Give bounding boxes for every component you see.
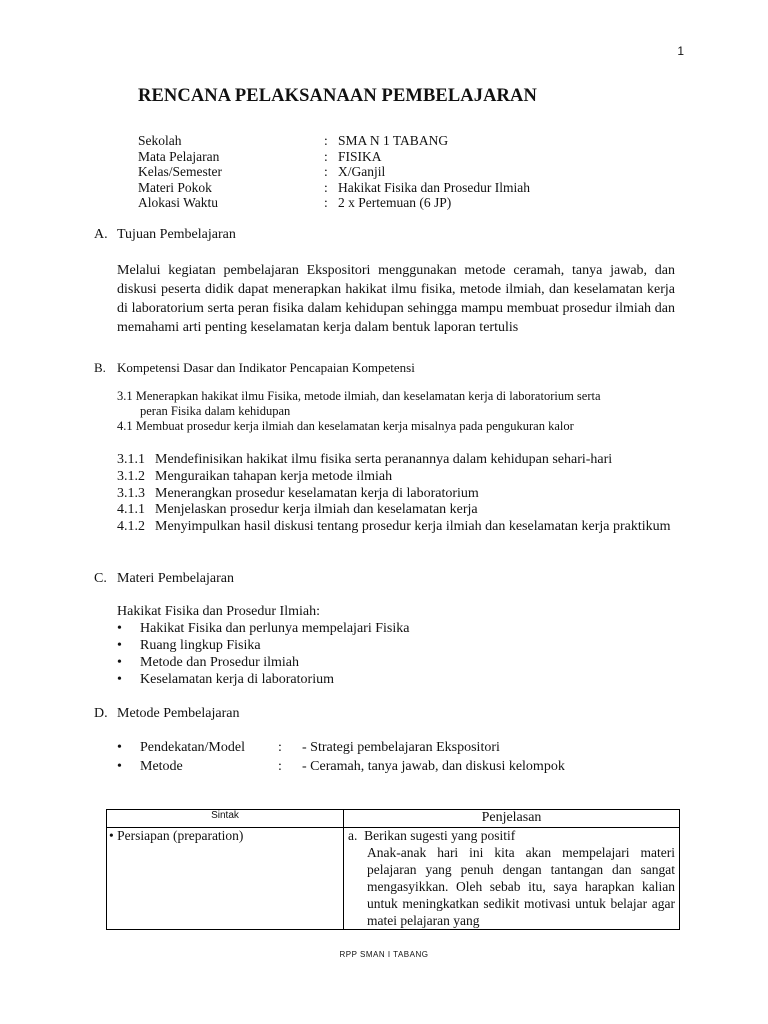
info-row bbox=[138, 133, 638, 149]
indicator-number: 3.1.1 bbox=[117, 452, 145, 467]
info-colon: : bbox=[324, 179, 328, 195]
kd-number: 4.1 bbox=[117, 419, 133, 433]
method-item: • Pendekatan/Model : - Strategi pembelajaran Ekspositori bbox=[117, 740, 500, 755]
section-title: Tujuan Pembelajaran bbox=[117, 227, 236, 242]
indicator-item bbox=[117, 502, 677, 519]
info-colon: : bbox=[324, 195, 328, 210]
info-label: Materi Pokok bbox=[138, 179, 212, 195]
indicator-item bbox=[117, 469, 677, 486]
info-row bbox=[138, 195, 638, 211]
section-title: Metode Pembelajaran bbox=[117, 706, 240, 721]
indicator-item bbox=[117, 486, 677, 503]
info-colon: : bbox=[324, 164, 328, 179]
method-label: Metode bbox=[140, 759, 183, 774]
info-value: X/Ganjil bbox=[338, 164, 386, 179]
indicator-number: 3.1.2 bbox=[117, 468, 145, 484]
kd-list bbox=[117, 389, 677, 434]
info-label: Kelas/Semester bbox=[138, 164, 222, 179]
method-value: - Ceramah, tanya jawab, dan diskusi kelompok bbox=[302, 759, 565, 774]
materials-bullet: • Ruang lingkup Fisika bbox=[117, 637, 409, 654]
materials-bullet: • Keselamatan kerja di laboratorium bbox=[117, 671, 409, 688]
info-value: 2 x Pertemuan (6 JP) bbox=[338, 195, 452, 210]
info-colon: : bbox=[324, 148, 328, 164]
sintak-text: Persiapan (preparation) bbox=[117, 828, 244, 843]
indicator-number: 4.1.1 bbox=[117, 502, 145, 518]
method-colon: : bbox=[278, 740, 282, 755]
page-footer: RPP SMAN I TABANG bbox=[339, 950, 429, 959]
table-row bbox=[107, 828, 680, 930]
sintak-cell: • Persiapan (preparation) bbox=[107, 828, 344, 930]
kd-text: Menerapkan hakikat ilmu Fisika, metode ilmiah, dan keselamatan kerja di laboratorium serta bbox=[135, 389, 601, 403]
info-label: Mata Pelajaran bbox=[138, 148, 220, 164]
table-header-row bbox=[107, 810, 680, 828]
explanation-cell bbox=[344, 828, 680, 930]
kd-item bbox=[117, 419, 677, 434]
header-penjelasan: Penjelasan bbox=[344, 810, 680, 828]
section-letter: A. bbox=[94, 227, 108, 242]
info-colon: : bbox=[324, 133, 328, 148]
info-value: Hakikat Fisika dan Prosedur Ilmiah bbox=[338, 179, 530, 195]
indicator-text: Menjelaskan prosedur kerja ilmiah dan keselamatan kerja bbox=[155, 502, 478, 518]
kd-item-cont: peran Fisika dalam kehidupan bbox=[140, 404, 291, 418]
method-list bbox=[117, 738, 637, 776]
header-sintak: Sintak bbox=[107, 810, 344, 828]
method-value: - Strategi pembelajaran Ekspositori bbox=[302, 740, 500, 755]
item-title: Berikan sugesti yang positif bbox=[364, 828, 516, 843]
materials-list bbox=[117, 603, 409, 688]
indicator-list bbox=[117, 452, 677, 536]
explanation-text: Anak-anak hari ini kita akan mempelajari materi pelajaran yang penuh dengan tantangan dan sangat mengasyikkan. Oleh sebab itu, saya harapkan kalian untuk meningkatkan sedikit motivasi untuk belajar agar matei pelajaran yang bbox=[367, 845, 675, 928]
indicator-text: Menyimpulkan hasil diskusi tentang prosedur kerja ilmiah dan keselamatan kerja praktikum bbox=[155, 519, 671, 535]
materials-bullet: • Hakikat Fisika dan perlunya mempelajari Fisika bbox=[117, 620, 409, 637]
indicator-number: 3.1.3 bbox=[117, 485, 145, 501]
info-row bbox=[138, 164, 638, 180]
indicator-text: Menerangkan prosedur keselamatan kerja di laboratorium bbox=[155, 485, 479, 501]
materials-intro: Hakikat Fisika dan Prosedur Ilmiah: bbox=[117, 604, 320, 619]
document-title: RENCANA PELAKSANAAN PEMBELAJARAN bbox=[138, 86, 537, 106]
section-letter: C. bbox=[94, 571, 107, 586]
syntax-table bbox=[106, 809, 680, 930]
materials-bullet: • Metode dan Prosedur ilmiah bbox=[117, 654, 409, 671]
info-label: Sekolah bbox=[138, 133, 182, 148]
info-value: SMA N 1 TABANG bbox=[338, 133, 449, 148]
page-number: 1 bbox=[677, 44, 684, 58]
info-value: FISIKA bbox=[338, 148, 382, 164]
indicator-text: Mendefinisikan hakikat ilmu fisika serta peranannya dalam kehidupan sehari-hari bbox=[155, 452, 613, 467]
objective-paragraph: Melalui kegiatan pembelajaran Ekspositori menggunakan metode ceramah, tanya jawab, dan diskusi peserta didik dapat menerapkan hakikat ilmu fisika, metode ilmiah, dan keselamatan kerja di laboratorium serta peran fisika dalam kehidupan sehingga mampu membuat prosedur ilmiah dan memahami arti penting keselamatan kerja dalam bentuk laporan tertulis bbox=[117, 263, 675, 335]
section-title: Kompetensi Dasar dan Indikator Pencapaian Kompetensi bbox=[117, 360, 415, 375]
kd-item bbox=[117, 389, 677, 404]
explanation-item bbox=[348, 828, 675, 844]
info-block bbox=[138, 133, 638, 211]
method-label: Pendekatan/Model bbox=[140, 740, 245, 755]
section-title: Materi Pembelajaran bbox=[117, 571, 235, 586]
section-letter: D. bbox=[94, 706, 108, 721]
kd-text: Membuat prosedur kerja ilmiah dan keselamatan kerja misalnya pada pengukuran kalor bbox=[135, 419, 574, 433]
indicator-text: Menguraikan tahapan kerja metode ilmiah bbox=[155, 468, 393, 484]
indicator-item bbox=[117, 519, 677, 536]
item-label: a. bbox=[348, 828, 358, 843]
section-letter: B. bbox=[94, 360, 106, 375]
info-row bbox=[138, 149, 638, 165]
kd-number: 3.1 bbox=[117, 389, 133, 403]
info-label: Alokasi Waktu bbox=[138, 195, 219, 210]
info-row bbox=[138, 180, 638, 196]
method-colon: : bbox=[278, 759, 282, 774]
indicator-item bbox=[117, 452, 677, 469]
method-item: • Metode : - Ceramah, tanya jawab, dan diskusi kelompok bbox=[117, 759, 565, 774]
indicator-number: 4.1.2 bbox=[117, 519, 145, 535]
